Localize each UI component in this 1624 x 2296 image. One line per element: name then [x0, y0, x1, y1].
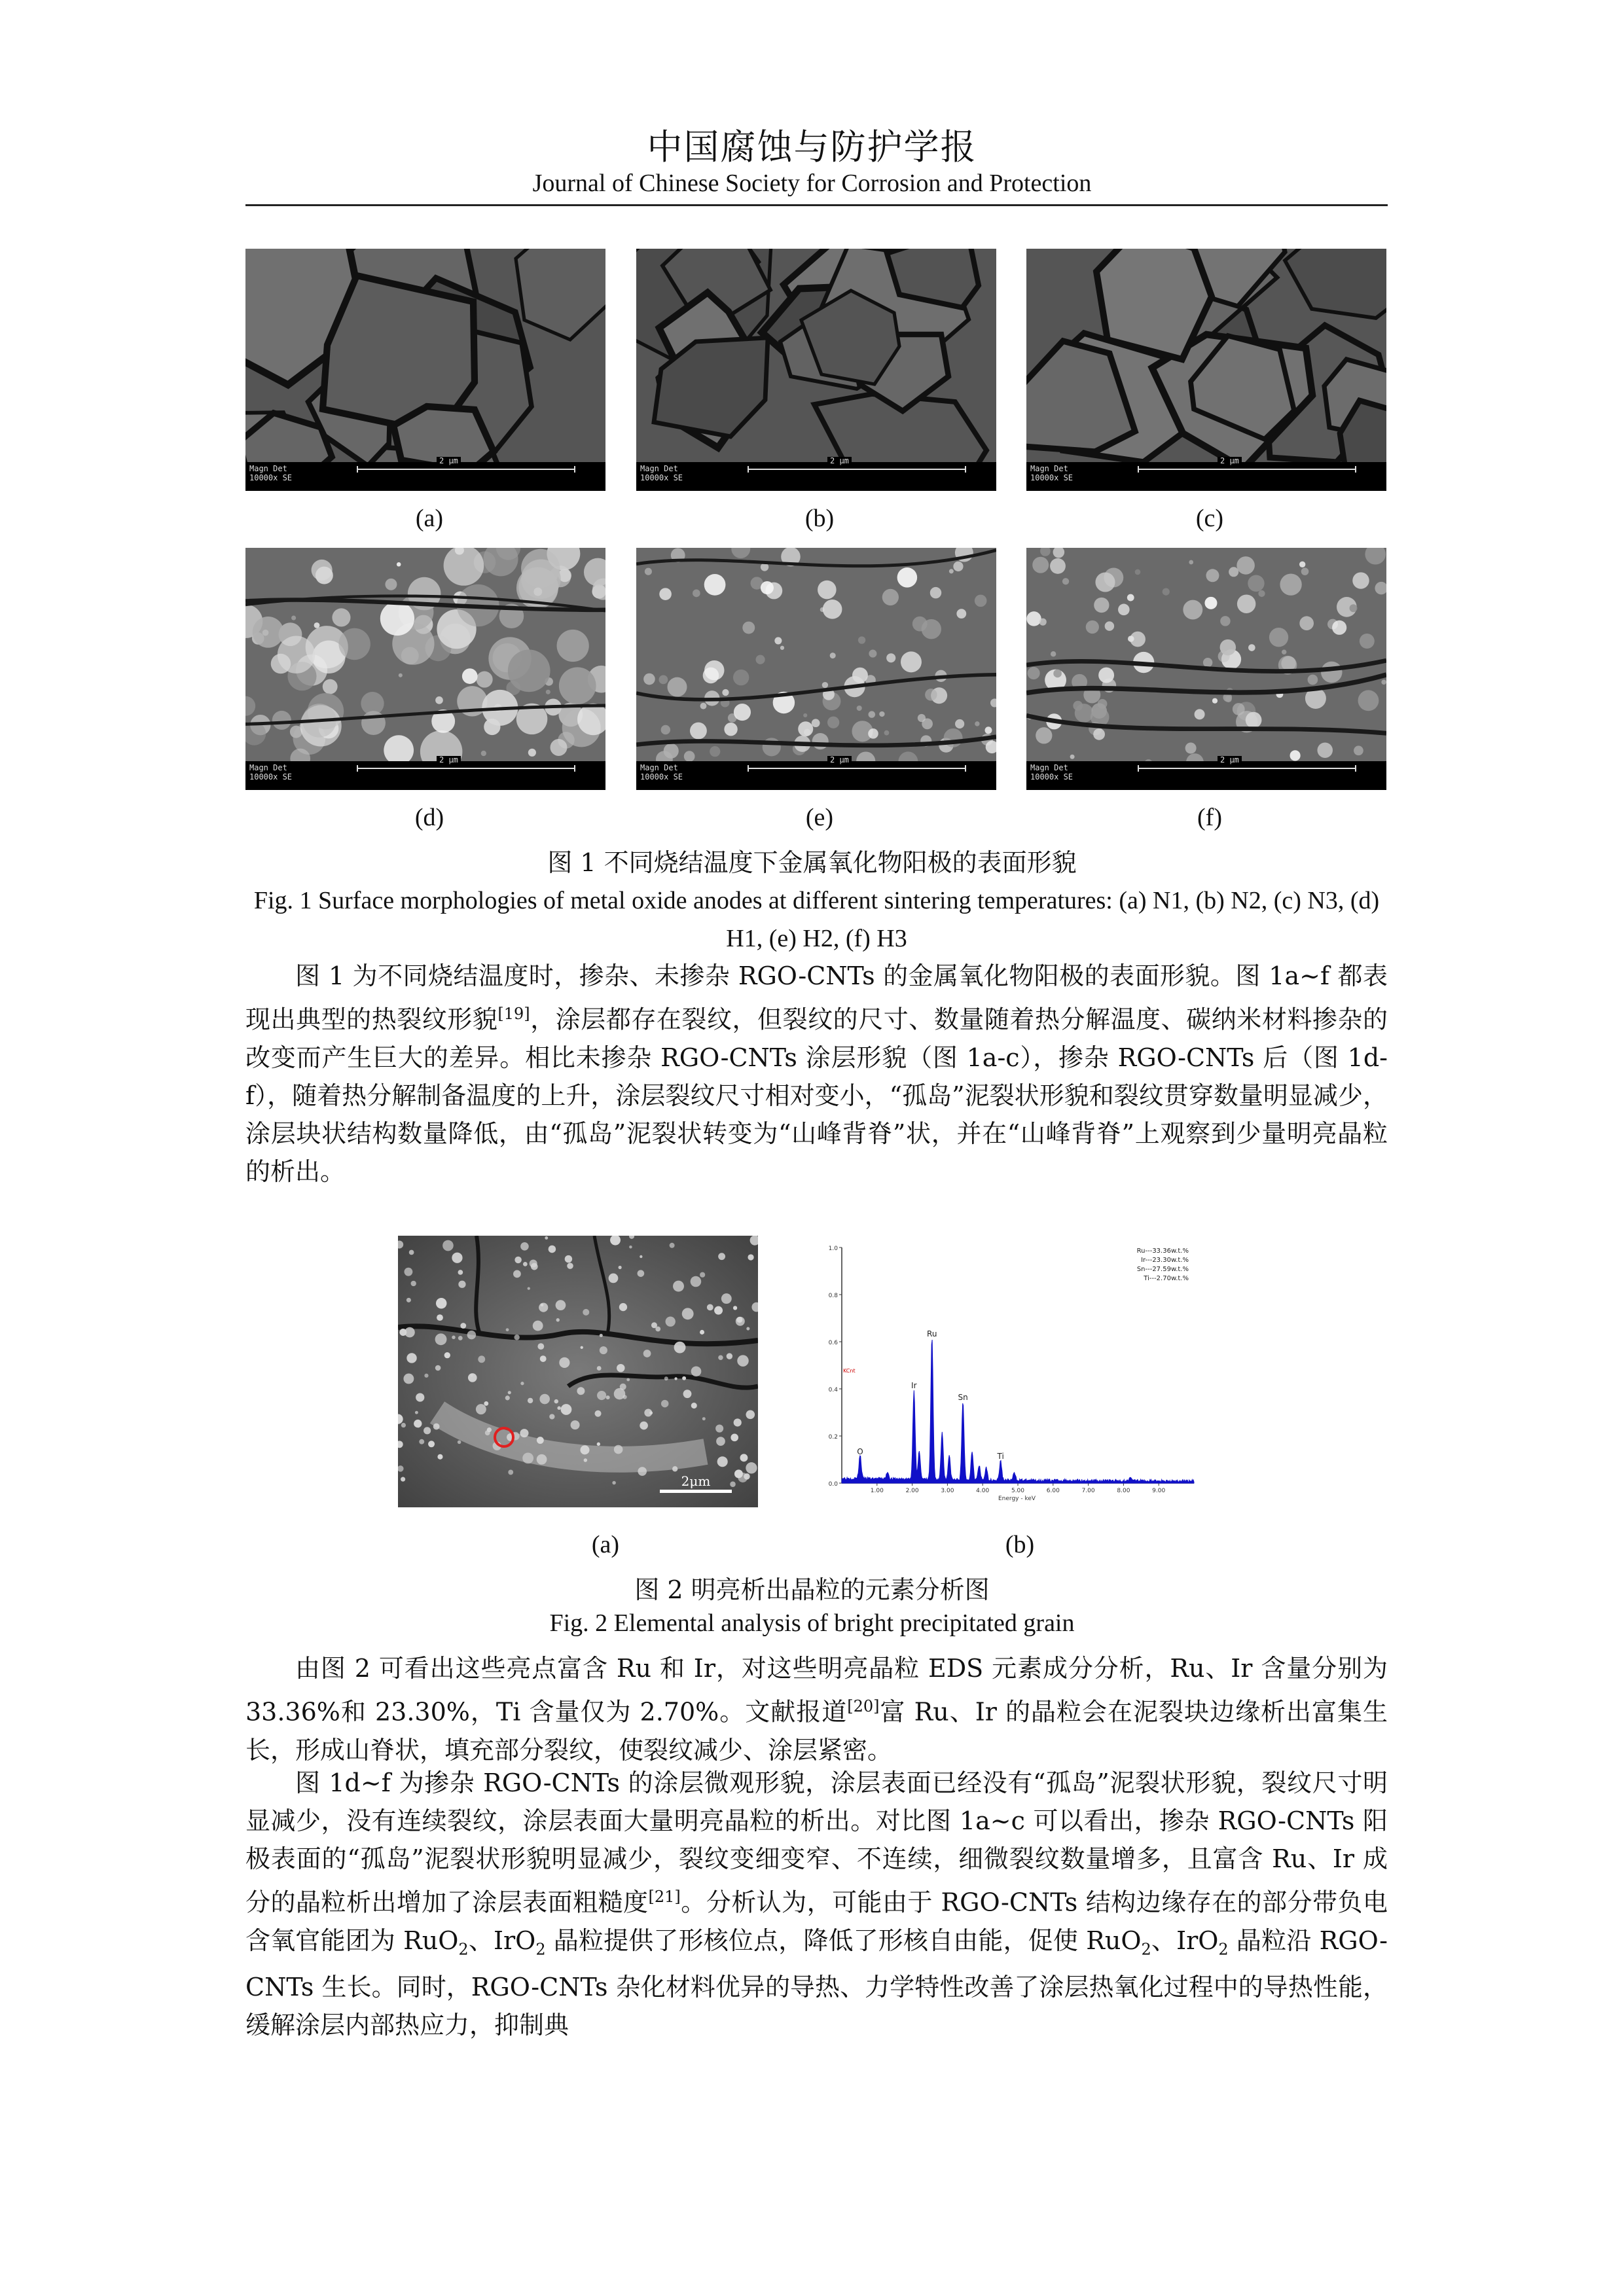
journal-title-cn: 中国腐蚀与防护学报 — [647, 126, 977, 168]
fig1-sem-image-e — [636, 548, 996, 790]
sem-scale-text: 2 μm — [1218, 457, 1242, 465]
sem-info-bar — [1026, 456, 1386, 491]
legend-entry: Sn---27.59w.t.% — [1136, 1266, 1189, 1273]
fig1-label-a: (a) — [415, 505, 444, 532]
fig2-caption-en: Fig. 2 Elemental analysis of bright precipitated grain — [549, 1609, 1075, 1637]
fig1-label-e: (e) — [805, 804, 834, 831]
x-axis-label: Energy - keV — [998, 1496, 1036, 1502]
sem-scale-text: 2 μm — [827, 457, 852, 465]
y-tick-label: 0.6 — [828, 1340, 838, 1346]
fig1-caption-cn: 图 1 不同烧结温度下金属氧化物阳极的表面形貌 — [547, 848, 1077, 877]
header-rule — [245, 204, 1388, 206]
fig1-label-f: (f) — [1197, 804, 1222, 831]
citation-21: [21] — [648, 1888, 681, 1906]
legend-entry: Ir---23.30w.t.% — [1141, 1257, 1189, 1264]
sem-scale-text: 2 μm — [1218, 756, 1242, 764]
sem-scale-bar — [357, 456, 575, 473]
sem-meta-values: 10000x SE — [1030, 473, 1074, 482]
peak-label-ru: Ru — [927, 1329, 937, 1338]
sem-info-bar — [636, 456, 996, 491]
sem-scale-bar — [748, 456, 966, 473]
x-tick-label: 9.00 — [1152, 1488, 1166, 1494]
sem-meta-values: 10000x SE — [249, 473, 293, 482]
peak-label-o: O — [857, 1447, 863, 1456]
sem-info-bar — [245, 456, 605, 491]
x-tick-label: 5.00 — [1011, 1488, 1025, 1494]
sem-meta-header: Magn Det — [640, 763, 678, 772]
paragraph-1: 图 1 为不同烧结温度时，掺杂、未掺杂 RGO-CNTs 的金属氧化物阳极的表面形貌。图 1a~f 都表现出典型的热裂纹形貌[19]，涂层都存在裂纹，但裂纹的尺寸、数量随着热分解温度、碳纳米材料掺杂的改变而产生巨大的差异。相比未掺杂 RGO-CNTs 涂层形貌（图 1a-c），掺杂 RGO-CNTs 后（图 1d-f），随着热分解制备温度的上升，涂层裂纹尺寸相对变小，“孤岛”泥裂状形貌和裂纹贯穿数量明显减少，涂层块状结构数量降低，由“孤岛”泥裂状转变为“山峰背脊”状，并在“山峰背脊”上观察到少量明亮晶粒的析出。 — [245, 961, 1388, 1186]
sem-meta-header: Magn Det — [1030, 763, 1068, 772]
y-tick-label: 0.8 — [828, 1293, 838, 1299]
sem-info-bar — [1026, 755, 1386, 790]
peak-label-ir: Ir — [911, 1381, 917, 1391]
sem-scale-text: 2 μm — [827, 756, 852, 764]
sem-scale-bar — [748, 755, 966, 772]
sem-meta-values: 10000x SE — [640, 473, 683, 482]
fig1-label-b: (b) — [804, 505, 835, 532]
paragraph-3: 图 1d~f 为掺杂 RGO-CNTs 的涂层微观形貌，涂层表面已经没有“孤岛”泥裂状形貌，裂纹尺寸明显减少，没有连续裂纹，涂层表面大量明亮晶粒的析出。对比图 1a~c 可以看出，掺杂 RGO-CNTs 阳极表面的“孤岛”泥裂状形貌明显减少，裂纹变细变窄、不连续，细微裂纹数量增多，且富含 Ru、Ir 成分的晶粒析出增加了涂层表面粗糙度[21]。分析认为，可能由于 RGO-CNTs 结构边缘存在的部分带负电含氧官能团为 RuO$_2$、IrO$_2$ 晶粒提供了形核位点，降低了形核自由能，促使 RuO$_2$、IrO$_2$ 晶粒沿 RGO-CNTs 生长。同时，RGO-CNTs 杂化材料优异的导热、力学特性改善了涂层热氧化过程中的导热性能，缓解涂层内部热应力，抑制典 — [245, 1768, 1388, 2040]
y-tick-label: 1.0 — [828, 1246, 838, 1252]
peak-label-ti: Ti — [997, 1452, 1004, 1462]
sem-meta-values: 10000x SE — [640, 772, 683, 781]
sem-meta-header: Magn Det — [249, 464, 287, 473]
sem-scale-text: 2 μm — [437, 457, 461, 465]
sem-scale-text: 2 μm — [437, 756, 461, 764]
fig1-sem-image-c — [1026, 249, 1386, 491]
x-tick-label: 7.00 — [1081, 1488, 1095, 1494]
sem-scale-bar — [1138, 456, 1356, 473]
fig2b-eds-chart — [826, 1236, 1210, 1507]
peak-label-sn: Sn — [958, 1393, 968, 1403]
sem-meta-header: Magn Det — [249, 763, 287, 772]
x-tick-label: 8.00 — [1117, 1488, 1130, 1494]
sem-meta-values: 10000x SE — [249, 772, 293, 781]
y-tick-label: 0.0 — [828, 1481, 838, 1488]
x-tick-label: 1.00 — [870, 1488, 884, 1494]
fig1-caption-en: Fig. 1 Surface morphologies of metal oxide anodes at different sintering temperatures: (a) N1, (b) N2, (c) N3, (d) H1, (e) H2, (f) H3 — [253, 887, 1380, 952]
x-tick-label: 6.00 — [1046, 1488, 1060, 1494]
sem-meta-values: 10000x SE — [1030, 772, 1074, 781]
spectrum-series — [842, 1340, 1194, 1483]
sem-info-bar — [636, 755, 996, 790]
y-axis-label: KCnt — [843, 1367, 856, 1374]
sem-info-bar — [245, 755, 605, 790]
legend-entry: Ru---33.36w.t.% — [1136, 1247, 1189, 1255]
y-tick-label: 0.2 — [828, 1434, 838, 1441]
fig1-sem-image-d — [245, 548, 605, 790]
fig2-label-a: (a) — [591, 1531, 620, 1558]
fig1-sem-image-a — [245, 249, 605, 491]
sem-scale-bar — [357, 755, 575, 772]
y-tick-label: 0.4 — [828, 1387, 838, 1393]
fig2a-sem-image — [398, 1236, 758, 1507]
citation-20: [20] — [847, 1697, 880, 1715]
fig1-sem-image-f — [1026, 548, 1386, 790]
fig2a-scale-text: 2μm — [681, 1473, 711, 1489]
x-tick-label: 2.00 — [905, 1488, 919, 1494]
paragraph-2: 由图 2 可看出这些亮点富含 Ru 和 Ir，对这些明亮晶粒 EDS 元素成分分析，Ru、Ir 含量分别为 33.36%和 23.30%，Ti 含量仅为 2.70%。文献报道[20]富 Ru、Ir 的晶粒会在泥裂块边缘析出富集生长，形成山脊状，填充部分裂纹，使裂纹减少、涂层紧密。 — [245, 1654, 1388, 1765]
journal-title-en: Journal of Chinese Society for Corrosion and Protection — [532, 170, 1092, 197]
fig1-sem-image-b — [636, 249, 996, 491]
fig2-label-b: (b) — [1005, 1531, 1035, 1558]
x-tick-label: 3.00 — [941, 1488, 954, 1494]
sem-scale-bar — [1138, 755, 1356, 772]
legend-entry: Ti---2.70w.t.% — [1144, 1275, 1189, 1282]
x-tick-label: 4.00 — [976, 1488, 990, 1494]
fig1-label-c: (c) — [1195, 505, 1224, 532]
sem-meta-header: Magn Det — [640, 464, 678, 473]
sem-meta-header: Magn Det — [1030, 464, 1068, 473]
fig1-label-d: (d) — [414, 804, 444, 831]
fig2-caption-cn: 图 2 明亮析出晶粒的元素分析图 — [634, 1575, 990, 1604]
citation-19: [19] — [497, 1005, 530, 1023]
